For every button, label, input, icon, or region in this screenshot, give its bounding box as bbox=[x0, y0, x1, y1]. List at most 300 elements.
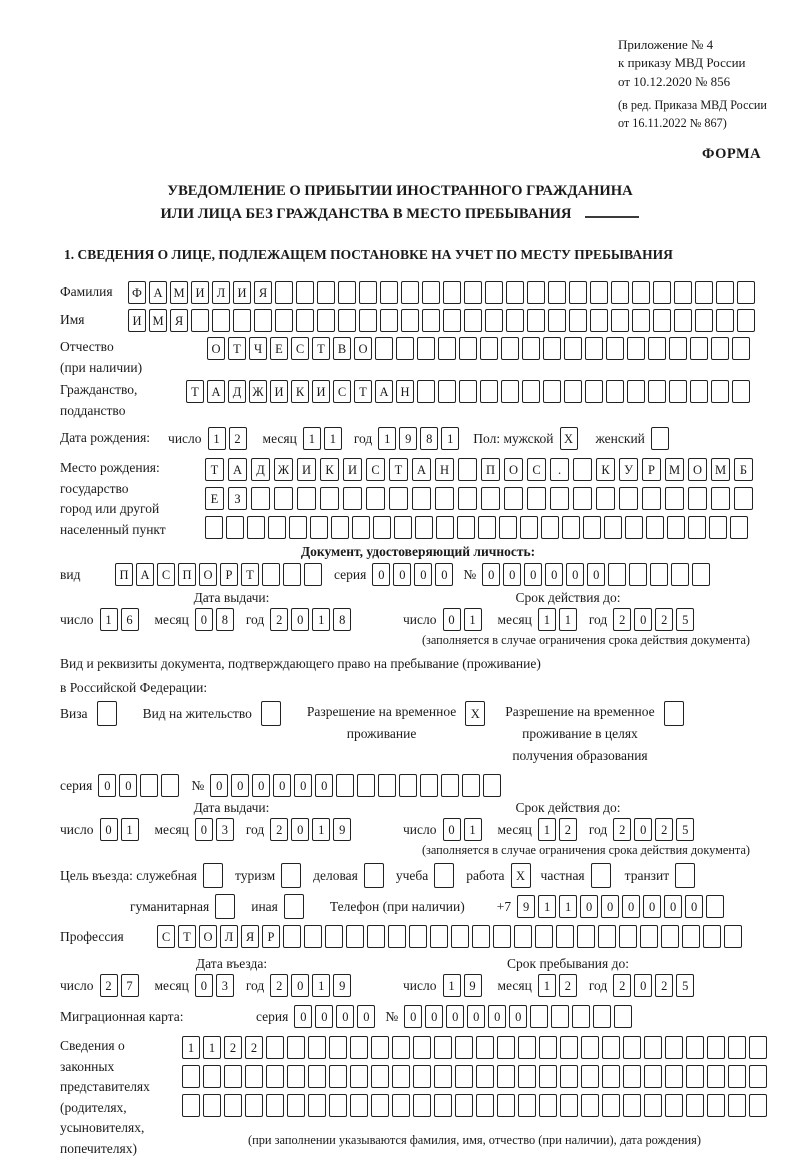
sex-female-label: женский bbox=[595, 430, 645, 446]
form-cell: 9 bbox=[399, 427, 417, 450]
form-cell: С bbox=[333, 380, 351, 403]
form-cell: 0 bbox=[435, 563, 453, 586]
form-cell: 8 bbox=[333, 608, 351, 631]
identity-doc-type-cells bbox=[115, 563, 322, 586]
form-cell bbox=[283, 925, 301, 948]
form-cell bbox=[623, 1094, 641, 1117]
form-cell bbox=[501, 380, 519, 403]
form-cell: А bbox=[228, 458, 247, 481]
form-title-line-2: ИЛИ ЛИЦА БЕЗ ГРАЖДАНСТВА В МЕСТО ПРЕБЫВАНИЯ bbox=[0, 203, 800, 226]
form-cell: 0 bbox=[446, 1005, 464, 1028]
residence-doc-valid-heading: Срок действия до: bbox=[515, 800, 621, 816]
form-cell bbox=[651, 427, 669, 450]
form-cell bbox=[296, 281, 314, 304]
birthplace-cell-rows bbox=[205, 458, 753, 539]
purpose-other-label: иная bbox=[251, 898, 278, 914]
form-cell bbox=[506, 281, 524, 304]
form-cell bbox=[266, 1094, 284, 1117]
form-cell: 0 bbox=[291, 608, 309, 631]
form-cell: 7 bbox=[121, 974, 139, 997]
form-cell bbox=[375, 337, 393, 360]
sex-female-checkbox bbox=[651, 427, 669, 450]
form-cell: 1 bbox=[464, 608, 482, 631]
identity-issue-month-cells bbox=[195, 608, 234, 631]
form-cell bbox=[653, 281, 671, 304]
form-cell bbox=[308, 1065, 326, 1088]
form-cell bbox=[625, 516, 643, 539]
form-cell bbox=[497, 1036, 515, 1059]
annex-line-2: к приказу МВД России bbox=[618, 55, 746, 71]
form-cell: 2 bbox=[270, 608, 288, 631]
form-cell: Л bbox=[220, 925, 238, 948]
form-cell: В bbox=[333, 337, 351, 360]
form-cell bbox=[644, 1036, 662, 1059]
form-cell bbox=[569, 281, 587, 304]
form-cell bbox=[695, 309, 713, 332]
form-cell bbox=[308, 1036, 326, 1059]
form-cell bbox=[420, 774, 438, 797]
form-cell bbox=[458, 458, 477, 481]
form-cell bbox=[371, 1065, 389, 1088]
form-cell: З bbox=[228, 487, 247, 510]
entry-month-cells bbox=[195, 974, 234, 997]
form-cell bbox=[581, 1065, 599, 1088]
surname-cells bbox=[128, 281, 755, 304]
annex-reference bbox=[618, 36, 767, 133]
form-cell: М bbox=[665, 458, 684, 481]
form-cell bbox=[619, 487, 638, 510]
form-cell: С bbox=[527, 458, 546, 481]
form-cell bbox=[336, 774, 354, 797]
residence-issue-year-cells bbox=[270, 818, 351, 841]
form-cell: К bbox=[320, 458, 339, 481]
form-cell bbox=[632, 309, 650, 332]
purpose-humanitarian-checkbox bbox=[215, 894, 235, 919]
form-cell bbox=[459, 337, 477, 360]
form-cell bbox=[707, 1036, 725, 1059]
form-cell: Т bbox=[205, 458, 224, 481]
form-cell bbox=[455, 1094, 473, 1117]
residence-permit-checkbox bbox=[261, 701, 281, 726]
form-cell: 0 bbox=[119, 774, 137, 797]
form-cell bbox=[650, 563, 668, 586]
form-cell bbox=[627, 337, 645, 360]
annex-line-3: от 10.12.2020 № 856 bbox=[618, 73, 731, 89]
form-cell bbox=[254, 309, 272, 332]
form-cell bbox=[629, 563, 647, 586]
form-cell bbox=[338, 281, 356, 304]
entry-purpose-row bbox=[60, 863, 776, 888]
form-cell bbox=[401, 281, 419, 304]
form-cell bbox=[367, 925, 385, 948]
form-cell bbox=[97, 701, 117, 726]
form-cell: Т bbox=[241, 563, 259, 586]
form-cell bbox=[749, 1065, 767, 1088]
form-cell: 2 bbox=[229, 427, 247, 450]
form-cell bbox=[331, 516, 349, 539]
form-cell bbox=[619, 925, 637, 948]
form-cell: Т bbox=[186, 380, 204, 403]
residence-doc-options-row bbox=[60, 701, 776, 766]
form-cell bbox=[581, 1094, 599, 1117]
form-cell bbox=[564, 337, 582, 360]
form-cell bbox=[462, 774, 480, 797]
form-cell bbox=[591, 863, 611, 888]
form-cell bbox=[593, 1005, 611, 1028]
form-cell bbox=[464, 281, 482, 304]
form-cell bbox=[728, 1094, 746, 1117]
form-cell bbox=[671, 563, 689, 586]
form-cell bbox=[527, 309, 545, 332]
form-cell: О bbox=[207, 337, 225, 360]
form-cell: 0 bbox=[336, 1005, 354, 1028]
form-cell bbox=[695, 281, 713, 304]
migration-card-label: Миграционная карта: bbox=[60, 1008, 184, 1024]
form-cell bbox=[317, 281, 335, 304]
form-cell: 3 bbox=[216, 974, 234, 997]
form-cell: А bbox=[375, 380, 393, 403]
form-cell: 1 bbox=[303, 427, 321, 450]
form-cell bbox=[478, 516, 496, 539]
form-cell bbox=[350, 1065, 368, 1088]
form-cell bbox=[359, 281, 377, 304]
form-cell: О bbox=[504, 458, 523, 481]
form-cell bbox=[711, 337, 729, 360]
form-body bbox=[60, 281, 776, 1159]
form-cell bbox=[665, 1065, 683, 1088]
form-cell bbox=[140, 774, 158, 797]
birth-year-label: год bbox=[353, 430, 373, 446]
migration-card-row bbox=[60, 1005, 776, 1028]
form-cell bbox=[417, 380, 435, 403]
form-cell bbox=[284, 894, 304, 919]
form-cell bbox=[669, 380, 687, 403]
form-cell bbox=[409, 925, 427, 948]
form-cell bbox=[602, 1036, 620, 1059]
purpose-other-checkbox bbox=[284, 894, 304, 919]
form-cell: И bbox=[191, 281, 209, 304]
residence-doc-number-label: № bbox=[191, 777, 205, 793]
form-cell: 2 bbox=[559, 818, 577, 841]
form-cell: 0 bbox=[210, 774, 228, 797]
identity-doc-seria-label: серия bbox=[334, 566, 367, 582]
legal-representatives-label: Сведения о законных представителях (родителях, усыновителях, попечителях) bbox=[60, 1038, 150, 1156]
identity-issue-day-cells bbox=[100, 608, 139, 631]
form-cell: М bbox=[711, 458, 730, 481]
profession-cells bbox=[157, 925, 742, 948]
form-cell: 1 bbox=[559, 895, 577, 918]
form-cell bbox=[343, 487, 362, 510]
form-cell bbox=[251, 487, 270, 510]
form-cell bbox=[497, 1094, 515, 1117]
form-cell bbox=[438, 337, 456, 360]
purpose-humanitarian-label: гуманитарная bbox=[130, 898, 210, 914]
form-cell bbox=[261, 701, 281, 726]
form-cell bbox=[247, 516, 265, 539]
form-cell bbox=[642, 487, 661, 510]
form-cell: Я bbox=[254, 281, 272, 304]
residence-doc-seria-cells bbox=[98, 774, 179, 797]
form-cell: X bbox=[560, 427, 578, 450]
form-cell bbox=[632, 281, 650, 304]
birthplace-label: Место рождения: государство город или другой населенный пункт bbox=[60, 460, 166, 537]
form-cell: 1 bbox=[538, 608, 556, 631]
annex-line-1: Приложение № 4 bbox=[618, 37, 714, 52]
form-cell bbox=[665, 1094, 683, 1117]
form-cell: 0 bbox=[294, 1005, 312, 1028]
form-cell bbox=[455, 1036, 473, 1059]
form-cell bbox=[518, 1094, 536, 1117]
purpose-study-checkbox bbox=[434, 863, 454, 888]
form-cell bbox=[191, 309, 209, 332]
birthplace-block bbox=[60, 458, 776, 540]
residence-doc-issue-heading: Дата выдачи: bbox=[193, 800, 270, 816]
form-cell: И bbox=[297, 458, 316, 481]
form-cell: С bbox=[157, 925, 175, 948]
form-cell: 8 bbox=[216, 608, 234, 631]
form-cell bbox=[548, 309, 566, 332]
form-cell bbox=[548, 281, 566, 304]
residence-issue-month-cells bbox=[195, 818, 234, 841]
form-cell: 9 bbox=[333, 818, 351, 841]
form-cell: 0 bbox=[482, 563, 500, 586]
form-cell bbox=[392, 1036, 410, 1059]
legal-reps-cells-row-1 bbox=[182, 1036, 767, 1059]
form-cell: 1 bbox=[378, 427, 396, 450]
identity-doc-issue-date: число 1 6 месяц 0 8 год 2 0 1 8 bbox=[60, 608, 403, 631]
patronymic-label: Отчество (при наличии) bbox=[60, 339, 143, 375]
form-cell bbox=[573, 487, 592, 510]
birth-month-label: месяц bbox=[262, 430, 297, 446]
entry-dates-row bbox=[60, 974, 776, 997]
form-cell bbox=[648, 337, 666, 360]
citizenship-cells bbox=[186, 380, 750, 403]
form-cell bbox=[627, 380, 645, 403]
section1-heading: 1. СВЕДЕНИЯ О ЛИЦЕ, ПОДЛЕЖАЩЕМ ПОСТАНОВКЕ НА УЧЕТ ПО МЕСТУ ПРЕБЫВАНИЯ bbox=[64, 247, 673, 262]
form-cell bbox=[378, 774, 396, 797]
identity-doc-type-row bbox=[60, 563, 776, 586]
form-cell bbox=[543, 380, 561, 403]
surname-row bbox=[60, 281, 776, 304]
form-cell: 1 bbox=[559, 608, 577, 631]
form-cell bbox=[640, 925, 658, 948]
citizenship-row bbox=[60, 380, 776, 421]
form-cell: Б bbox=[734, 458, 753, 481]
migration-seria-label: серия bbox=[256, 1008, 289, 1024]
form-cell bbox=[281, 863, 301, 888]
form-cell: 5 bbox=[676, 818, 694, 841]
form-cell bbox=[716, 281, 734, 304]
form-cell: 0 bbox=[488, 1005, 506, 1028]
form-cell bbox=[283, 563, 301, 586]
form-cell bbox=[596, 487, 615, 510]
form-cell: 0 bbox=[372, 563, 390, 586]
stay-day-cells bbox=[443, 974, 482, 997]
form-cell bbox=[573, 458, 592, 481]
form-cell: Е bbox=[270, 337, 288, 360]
form-cell bbox=[606, 337, 624, 360]
identity-issue-year-cells bbox=[270, 608, 351, 631]
identity-valid-day-cells bbox=[443, 608, 482, 631]
identity-doc-issue-heading: Дата выдачи: bbox=[193, 590, 270, 606]
form-cell bbox=[329, 1036, 347, 1059]
migration-number-cells bbox=[404, 1005, 632, 1028]
name-cells bbox=[128, 309, 755, 332]
form-cell: 2 bbox=[270, 974, 288, 997]
form-cell bbox=[380, 281, 398, 304]
form-cell bbox=[364, 863, 384, 888]
form-cell bbox=[436, 516, 454, 539]
form-cell: 1 bbox=[182, 1036, 200, 1059]
forma-label: ФОРМА bbox=[702, 146, 762, 162]
form-cell bbox=[606, 380, 624, 403]
form-cell: 0 bbox=[404, 1005, 422, 1028]
form-cell: . bbox=[550, 458, 569, 481]
form-cell bbox=[690, 337, 708, 360]
form-cell bbox=[434, 863, 454, 888]
form-cell: X bbox=[465, 701, 485, 726]
form-cell: 6 bbox=[121, 608, 139, 631]
form-cell bbox=[380, 309, 398, 332]
identity-valid-month-cells bbox=[538, 608, 577, 631]
form-cell bbox=[481, 487, 500, 510]
form-cell: 2 bbox=[224, 1036, 242, 1059]
residence-valid-month-cells bbox=[538, 818, 577, 841]
legal-representatives-cell-rows bbox=[182, 1036, 767, 1148]
form-cell bbox=[577, 925, 595, 948]
form-cell bbox=[350, 1094, 368, 1117]
form-cell bbox=[401, 309, 419, 332]
entry-date: число 2 7 месяц 0 3 год 2 0 1 9 bbox=[60, 974, 403, 997]
profession-label: Профессия bbox=[60, 928, 124, 944]
temp-residence-education-checkbox bbox=[664, 701, 684, 726]
form-cell bbox=[543, 337, 561, 360]
form-cell bbox=[675, 863, 695, 888]
form-cell: X bbox=[511, 863, 531, 888]
form-cell bbox=[304, 563, 322, 586]
form-cell bbox=[501, 337, 519, 360]
phone-cells bbox=[517, 895, 724, 918]
form-cell: Т bbox=[178, 925, 196, 948]
form-cell: 9 bbox=[464, 974, 482, 997]
residence-valid-year-cells bbox=[613, 818, 694, 841]
form-cell: 1 bbox=[538, 895, 556, 918]
form-cell bbox=[443, 309, 461, 332]
form-cell bbox=[296, 309, 314, 332]
form-cell: А bbox=[136, 563, 154, 586]
form-cell bbox=[665, 1036, 683, 1059]
form-cell: 1 bbox=[312, 974, 330, 997]
identity-doc-number-label: № bbox=[463, 566, 477, 582]
form-cell: Я bbox=[241, 925, 259, 948]
form-cell bbox=[352, 516, 370, 539]
form-cell bbox=[539, 1094, 557, 1117]
form-cell: К bbox=[596, 458, 615, 481]
form-cell bbox=[646, 516, 664, 539]
form-cell bbox=[551, 1005, 569, 1028]
form-cell: 0 bbox=[291, 818, 309, 841]
temp-residence-education-label: Разрешение на временное проживание в целях получения образования bbox=[505, 704, 655, 763]
form-cell: О bbox=[688, 458, 707, 481]
form-cell bbox=[371, 1036, 389, 1059]
form-cell bbox=[371, 1094, 389, 1117]
form-cell bbox=[644, 1065, 662, 1088]
form-cell: П bbox=[481, 458, 500, 481]
legal-representatives-block bbox=[60, 1036, 776, 1159]
form-cell bbox=[734, 487, 753, 510]
form-cell bbox=[728, 1036, 746, 1059]
purpose-private-checkbox bbox=[591, 863, 611, 888]
form-cell: У bbox=[619, 458, 638, 481]
purpose-business-label: деловая bbox=[313, 867, 358, 883]
residence-doc-issue-date: число 0 1 месяц 0 3 год 2 0 1 9 bbox=[60, 818, 403, 841]
form-cell bbox=[611, 309, 629, 332]
form-cell bbox=[394, 516, 412, 539]
purpose-business-checkbox bbox=[364, 863, 384, 888]
residence-doc-dates-row bbox=[60, 818, 776, 841]
form-cell bbox=[674, 281, 692, 304]
form-cell bbox=[161, 774, 179, 797]
stay-year-cells bbox=[613, 974, 694, 997]
entry-dates-headings bbox=[60, 956, 776, 972]
form-cell bbox=[539, 1036, 557, 1059]
form-cell bbox=[711, 380, 729, 403]
form-cell bbox=[749, 1036, 767, 1059]
form-cell bbox=[338, 309, 356, 332]
form-cell bbox=[664, 701, 684, 726]
form-cell bbox=[430, 925, 448, 948]
title-blank-line bbox=[585, 216, 639, 218]
form-cell: И bbox=[128, 309, 146, 332]
form-cell bbox=[483, 774, 501, 797]
form-cell: 0 bbox=[524, 563, 542, 586]
form-cell: 1 bbox=[312, 608, 330, 631]
form-cell bbox=[373, 516, 391, 539]
form-cell bbox=[690, 380, 708, 403]
form-cell bbox=[329, 1094, 347, 1117]
form-cell bbox=[499, 516, 517, 539]
form-cell bbox=[434, 1065, 452, 1088]
form-cell bbox=[389, 487, 408, 510]
form-cell bbox=[275, 281, 293, 304]
form-cell: 2 bbox=[613, 818, 631, 841]
form-cell: 0 bbox=[443, 818, 461, 841]
form-cell bbox=[665, 487, 684, 510]
form-cell: 0 bbox=[414, 563, 432, 586]
identity-doc-dates-row bbox=[60, 608, 776, 631]
form-cell: 0 bbox=[685, 895, 703, 918]
form-cell bbox=[366, 487, 385, 510]
form-cell bbox=[476, 1036, 494, 1059]
form-cell: С bbox=[157, 563, 175, 586]
form-cell: П bbox=[115, 563, 133, 586]
form-cell bbox=[527, 487, 546, 510]
form-cell bbox=[506, 309, 524, 332]
form-cell bbox=[435, 487, 454, 510]
form-cell bbox=[215, 894, 235, 919]
form-cell bbox=[396, 337, 414, 360]
form-cell: 0 bbox=[634, 608, 652, 631]
form-cell bbox=[686, 1065, 704, 1088]
form-cell bbox=[182, 1094, 200, 1117]
form-cell: 1 bbox=[324, 427, 342, 450]
form-cell bbox=[304, 925, 322, 948]
form-cell: 0 bbox=[98, 774, 116, 797]
annex-note-line-1: (в ред. Приказа МВД России bbox=[618, 98, 767, 113]
form-cell bbox=[434, 1094, 452, 1117]
entry-year-cells bbox=[270, 974, 351, 997]
form-cell bbox=[716, 309, 734, 332]
